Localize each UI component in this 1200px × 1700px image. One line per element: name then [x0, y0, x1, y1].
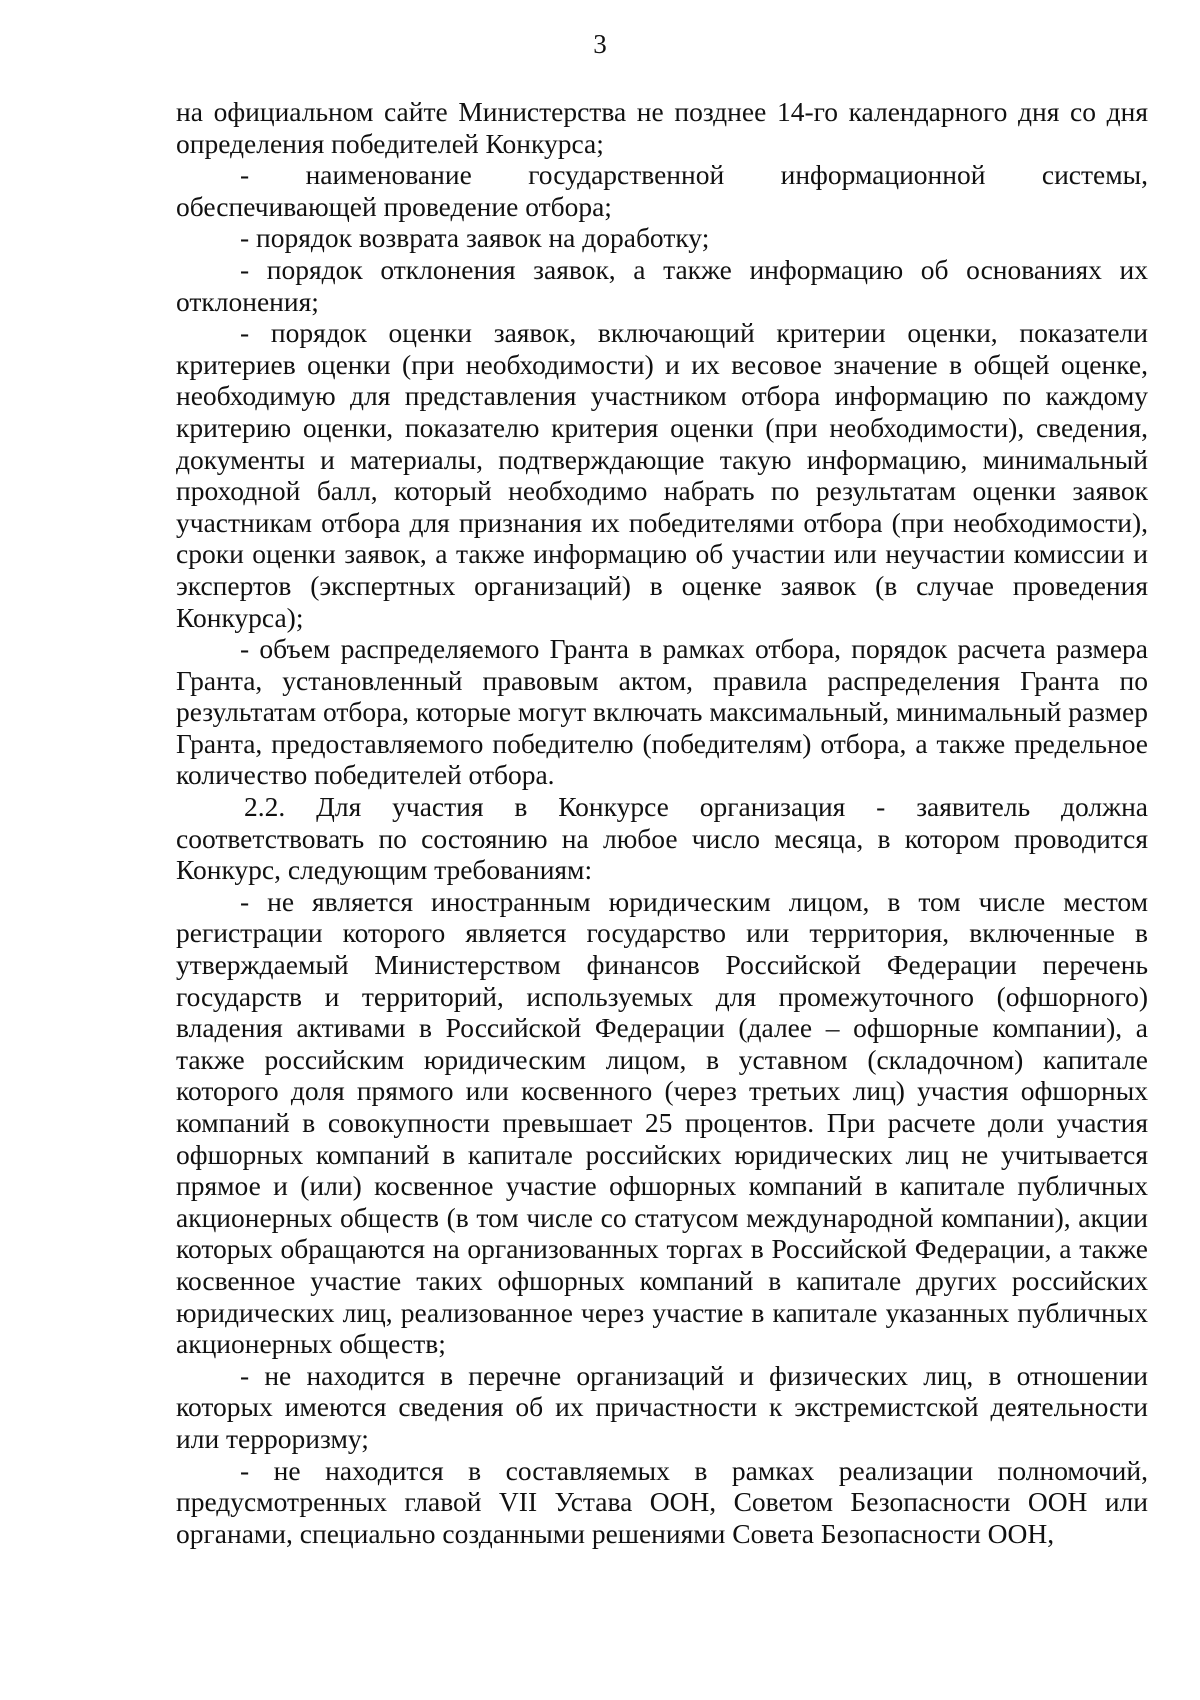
list-item-not-un-lists: - не находится в составляемых в рамках реализации полномочий, предусмотренных главой VII Устава ООН, Советом Безопасности ООН или органами, специально созданными решениями Совета Безопасности ООН, [176, 1454, 1148, 1549]
clause-2-2: 2.2. Для участия в Конкурсе организация - заявитель должна соответствовать по состоянию на любое число месяца, в котором проводится Конкурс, следующим требованиям: [176, 791, 1148, 886]
list-item-not-foreign-entity: - не является иностранным юридическим лицом, в том числе местом регистрации которого является государство или территория, включенные в утверждаемый Министерством финансов Российской Федерации перечень государств и территорий, используемых для промежуточного (офшорного) владения активами в Российской Федерации (далее – офшорные компании), а также российским юридическим лицом, в уставном (складочном) капитале которого доля прямого или косвенного (через третьих лиц) участия офшорных компаний в совокупности превышает 25 процентов. При расчете доли участия офшорных компаний в капитале российских юридических лиц не учитывается прямое и (или) косвенное участие офшорных компаний в капитале публичных акционерных обществ (в том числе со статусом международной компании), акции которых обращаются на организованных торгах в Российской Федерации, а также косвенное участие таких офшорных компаний в капитале других российских юридических лиц, реализованное через участие в капитале указанных публичных акционерных обществ; [176, 885, 1148, 1360]
list-item-not-extremist: - не находится в перечне организаций и физических лиц, в отношении которых имеются сведения об их причастности к экстремистской деятельности или терроризму; [176, 1359, 1148, 1454]
paragraph-continuation: на официальном сайте Министерства не позднее 14-го календарного дня со дня определения победителей Конкурса; [176, 96, 1148, 159]
document-body [176, 96, 1148, 1549]
page-number: 3 [593, 29, 607, 59]
list-item-evaluation-procedure: - порядок оценки заявок, включающий критерии оценки, показатели критериев оценки (при необходимости) и их весовое значение в общей оценке, необходимую для представления участником отбора информацию по каждому критерию оценки, показателю критерия оценки (при необходимости), сведения, документы и материалы, подтверждающие такую информацию, минимальный проходной балл, который необходимо набрать по результатам оценки заявок участникам отбора для признания их победителями отбора (при необходимости), сроки оценки заявок, а также информацию об участии или неучастии комиссии и экспертов (экспертных организаций) в оценке заявок (в случае проведения Конкурса); [176, 317, 1148, 633]
list-item-system-name: - наименование государственной информационной системы, обеспечивающей проведение отбора; [176, 159, 1148, 222]
list-item-grant-volume: - объем распределяемого Гранта в рамках отбора, порядок расчета размера Гранта, установленный правовым актом, правила распределения Гранта по результатам отбора, которые могут включать максимальный, минимальный размер Гранта, предоставляемого победителю (победителям) отбора, а также предельное количество победителей отбора. [176, 633, 1148, 791]
list-item-return-procedure: - порядок возврата заявок на доработку; [240, 222, 710, 254]
list-item-rejection-procedure: - порядок отклонения заявок, а также информацию об основаниях их отклонения; [176, 253, 1148, 317]
